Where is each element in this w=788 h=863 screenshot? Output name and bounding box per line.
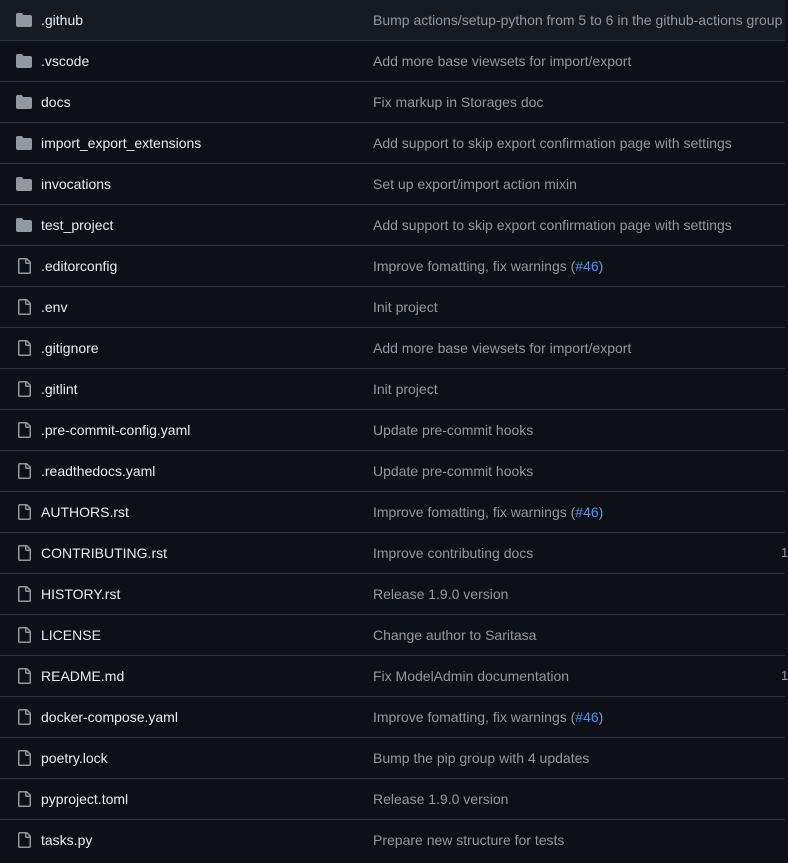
file-name[interactable]: invocations	[41, 176, 112, 192]
commit-message[interactable]	[373, 820, 757, 860]
file-name[interactable]: .pre-commit-config.yaml	[41, 422, 191, 438]
file-icon	[16, 791, 33, 808]
folder-icon	[16, 176, 33, 193]
commit-message[interactable]	[373, 451, 757, 491]
file-name[interactable]: poetry.lock	[41, 750, 108, 766]
commit-date-clipped: 1	[781, 668, 788, 683]
file-icon	[16, 340, 33, 357]
file-name[interactable]: .env	[41, 299, 68, 315]
file-name[interactable]: .github	[41, 12, 84, 28]
commit-message[interactable]	[373, 205, 757, 245]
commit-message-text: Add support to skip export confirmation page with settings	[373, 135, 732, 151]
folder-icon	[16, 94, 33, 111]
file-name[interactable]: CONTRIBUTING.rst	[41, 545, 167, 561]
file-name[interactable]: pyproject.toml	[41, 791, 129, 807]
file-row-history-rst[interactable]	[0, 574, 785, 615]
file-icon	[16, 258, 33, 275]
file-name[interactable]: docs	[41, 94, 71, 110]
commit-message[interactable]	[373, 492, 757, 532]
folder-icon	[16, 53, 33, 70]
file-name[interactable]: tasks.py	[41, 832, 93, 848]
file-icon	[16, 422, 33, 439]
file-icon	[16, 627, 33, 644]
commit-message-text: Init project	[373, 381, 438, 397]
commit-message-text: Release 1.9.0 version	[373, 586, 509, 602]
file-row-authors-rst[interactable]	[0, 492, 785, 533]
pull-request-link[interactable]: #46	[575, 504, 599, 520]
file-row-docker-compose-yaml[interactable]	[0, 697, 785, 738]
commit-message[interactable]	[373, 656, 757, 696]
file-name[interactable]: LICENSE	[41, 627, 101, 643]
commit-message-text: Change author to Saritasa	[373, 627, 537, 643]
commit-message-text: Fix markup in Storages doc	[373, 94, 544, 110]
file-name[interactable]: .readthedocs.yaml	[41, 463, 156, 479]
commit-message[interactable]	[373, 779, 757, 819]
file-icon	[16, 463, 33, 480]
file-icon	[16, 668, 33, 685]
commit-message[interactable]	[373, 287, 757, 327]
file-icon	[16, 545, 33, 562]
folder-icon	[16, 12, 33, 29]
file-row-invocations[interactable]	[0, 164, 785, 205]
file-name[interactable]: .editorconfig	[41, 258, 118, 274]
commit-message[interactable]	[373, 246, 757, 286]
file-row-pre-commit-config-yaml[interactable]	[0, 410, 785, 451]
file-icon	[16, 299, 33, 316]
file-name[interactable]: .gitlint	[41, 381, 78, 397]
commit-message[interactable]	[373, 0, 783, 40]
commit-date-clipped: 1	[781, 545, 788, 560]
file-name[interactable]: README.md	[41, 668, 125, 684]
file-row-editorconfig[interactable]	[0, 246, 785, 287]
file-icon	[16, 381, 33, 398]
file-row-vscode[interactable]	[0, 41, 785, 82]
file-row-contributing-rst[interactable]	[0, 533, 788, 574]
pull-request-link[interactable]: #46	[575, 709, 599, 725]
commit-message[interactable]	[373, 410, 757, 450]
commit-message-text: Improve fomatting, fix warnings (	[373, 709, 576, 725]
file-row-env[interactable]	[0, 287, 785, 328]
file-name[interactable]: test_project	[41, 217, 114, 233]
commit-message[interactable]	[373, 615, 757, 655]
commit-message-text: Improve fomatting, fix warnings (	[373, 504, 576, 520]
paren-close: )	[598, 258, 604, 274]
file-icon	[16, 709, 33, 726]
commit-message-text: Update pre-commit hooks	[373, 463, 534, 479]
file-row-license[interactable]	[0, 615, 785, 656]
file-row-readme-md[interactable]	[0, 656, 788, 697]
commit-message-text: Set up export/import action mixin	[373, 176, 577, 192]
commit-message-text: Update pre-commit hooks	[373, 422, 534, 438]
file-icon	[16, 832, 33, 849]
commit-message-text: Fix ModelAdmin documentation	[373, 668, 570, 684]
commit-message-text: Bump the pip group with 4 updates	[373, 750, 590, 766]
file-icon	[16, 504, 33, 521]
file-row-poetry-lock[interactable]	[0, 738, 785, 779]
file-row-docs[interactable]	[0, 82, 785, 123]
file-icon	[16, 750, 33, 767]
file-name[interactable]: .gitignore	[41, 340, 99, 356]
paren-close: )	[598, 504, 604, 520]
file-row-gitignore[interactable]	[0, 328, 785, 369]
commit-message[interactable]	[373, 82, 757, 122]
file-row-gitlint[interactable]	[0, 369, 785, 410]
file-name[interactable]: .vscode	[41, 53, 90, 69]
commit-message-text: Add more base viewsets for import/export	[373, 340, 632, 356]
commit-message[interactable]	[373, 574, 757, 614]
file-row-github[interactable]	[0, 0, 785, 41]
file-name[interactable]: docker-compose.yaml	[41, 709, 178, 725]
commit-message[interactable]	[373, 328, 757, 368]
pull-request-link[interactable]: #46	[575, 258, 599, 274]
file-row-test-project[interactable]	[0, 205, 785, 246]
commit-message-text: Add more base viewsets for import/export	[373, 53, 632, 69]
commit-message-text: Release 1.9.0 version	[373, 791, 509, 807]
commit-message[interactable]	[373, 369, 757, 409]
file-icon	[16, 586, 33, 603]
file-name[interactable]: AUTHORS.rst	[41, 504, 129, 520]
commit-message-text: Bump actions/setup-python from 5 to 6 in the github-actions group	[373, 12, 783, 28]
commit-message[interactable]	[373, 533, 757, 573]
commit-message-text: Prepare new structure for tests	[373, 832, 565, 848]
file-name[interactable]: import_export_extensions	[41, 135, 202, 151]
commit-message-text: Init project	[373, 299, 438, 315]
folder-icon	[16, 135, 33, 152]
commit-message[interactable]	[373, 738, 757, 778]
file-row-pyproject-toml[interactable]	[0, 779, 785, 820]
folder-icon	[16, 217, 33, 234]
file-row-tasks-py[interactable]	[0, 820, 785, 860]
commit-message[interactable]	[373, 164, 757, 204]
commit-message[interactable]	[373, 123, 757, 163]
commit-message-text: Improve fomatting, fix warnings (	[373, 258, 576, 274]
file-row-import-export-extensions[interactable]	[0, 123, 785, 164]
commit-message-text: Add support to skip export confirmation page with settings	[373, 217, 732, 233]
paren-close: )	[598, 709, 604, 725]
file-name[interactable]: HISTORY.rst	[41, 586, 121, 602]
commit-message[interactable]	[373, 697, 757, 737]
file-row-readthedocs-yaml[interactable]	[0, 451, 785, 492]
commit-message[interactable]	[373, 41, 757, 81]
commit-message-text: Improve contributing docs	[373, 545, 534, 561]
